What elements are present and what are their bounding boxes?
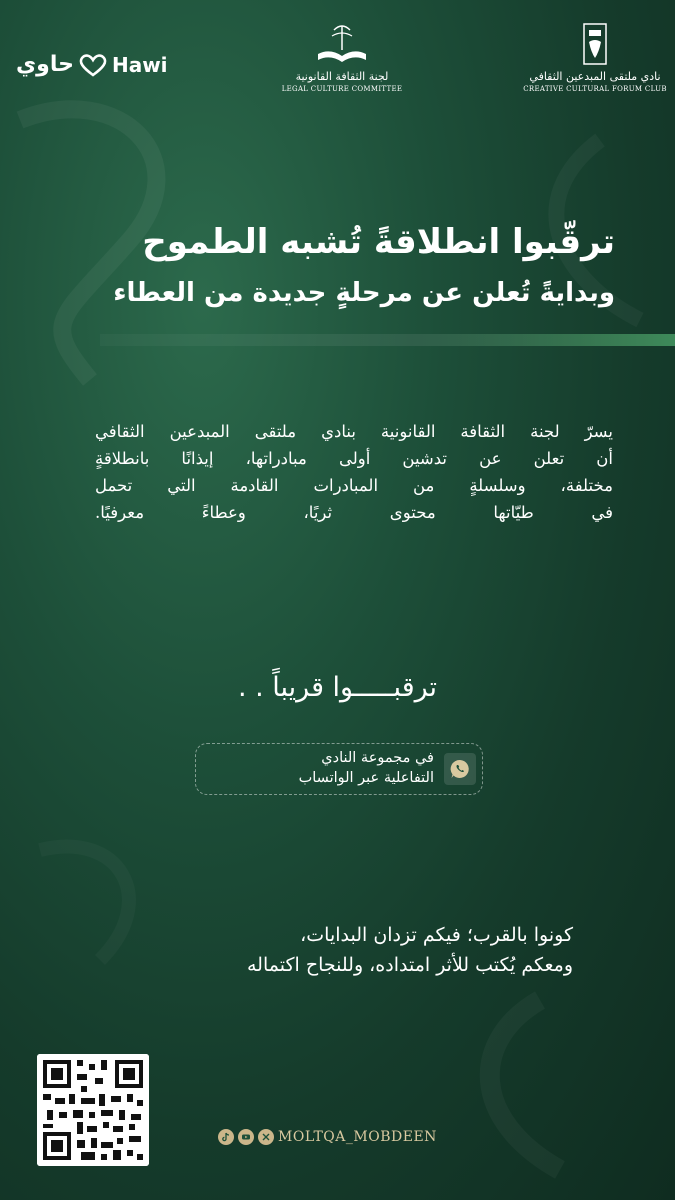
club-logo-arabic: نادي ملتقى المبدعين الثقافي: [529, 70, 661, 83]
book-emblem-icon: [312, 20, 372, 68]
whatsapp-line: التفاعلية عبر الواتساب: [298, 770, 434, 786]
coming-soon-text: ترقبـــــوا قريباً . .: [237, 672, 438, 703]
heart-icon: [78, 53, 108, 77]
hawi-logo-latin: Hawi: [111, 52, 168, 77]
closing-line: ومعكم يُكتب للأثر امتداده، وللنجاح اكتماله: [246, 954, 573, 976]
headline: ترقّبوا انطلاقةً تُشبه الطموح: [142, 222, 615, 262]
club-emblem-icon: [575, 20, 615, 68]
club-logo-english: CREATIVE CULTURAL FORUM CLUB: [523, 85, 667, 93]
paragraph-line: في طيّاتها محتوى ثريًا، وعطاءً معرفيًا.: [95, 503, 613, 522]
whatsapp-icon-container: [444, 753, 476, 785]
committee-logo-english: LEGAL CULTURE COMMITTEE: [281, 85, 403, 93]
closing-line: كونوا بالقرب؛ فيكم تزدان البدايات،: [300, 924, 573, 946]
committee-logo-arabic: لجنة الثقافة القانونية: [295, 70, 389, 83]
whatsapp-icon: [449, 758, 471, 780]
x-icon[interactable]: [258, 1129, 274, 1145]
club-logo: [520, 20, 670, 93]
hawi-logo: [16, 52, 168, 77]
closing-text: [247, 920, 573, 980]
paragraph-line: مختلفة، وسلسلةٍ من المبادرات القادمة التي تحمل: [95, 476, 613, 495]
divider: [100, 334, 675, 346]
subheadline: وبدايةً تُعلن عن مرحلةٍ جديدة من العطاء: [113, 278, 615, 308]
whatsapp-group-box[interactable]: [195, 743, 483, 795]
qr-code[interactable]: [37, 1054, 149, 1166]
committee-logo: [272, 20, 412, 93]
social-handle[interactable]: MOLTQA_MOBDEEN: [278, 1129, 437, 1145]
hawi-logo-arabic: حاوي: [16, 52, 74, 77]
paragraph-line: يسرّ لجنة الثقافة القانونية بنادي ملتقى المبدعين الثقافي: [95, 422, 613, 441]
youtube-icon[interactable]: [238, 1129, 254, 1145]
paragraph-line: أن تعلن عن تدشين أولى مبادراتها، إيذانًا بانطلاقةٍ: [95, 449, 613, 468]
social-links: [218, 1129, 437, 1145]
whatsapp-line: في مجموعة النادي: [321, 750, 434, 766]
announcement-paragraph: [95, 418, 613, 526]
whatsapp-text: [299, 748, 434, 788]
tiktok-icon[interactable]: [218, 1129, 234, 1145]
